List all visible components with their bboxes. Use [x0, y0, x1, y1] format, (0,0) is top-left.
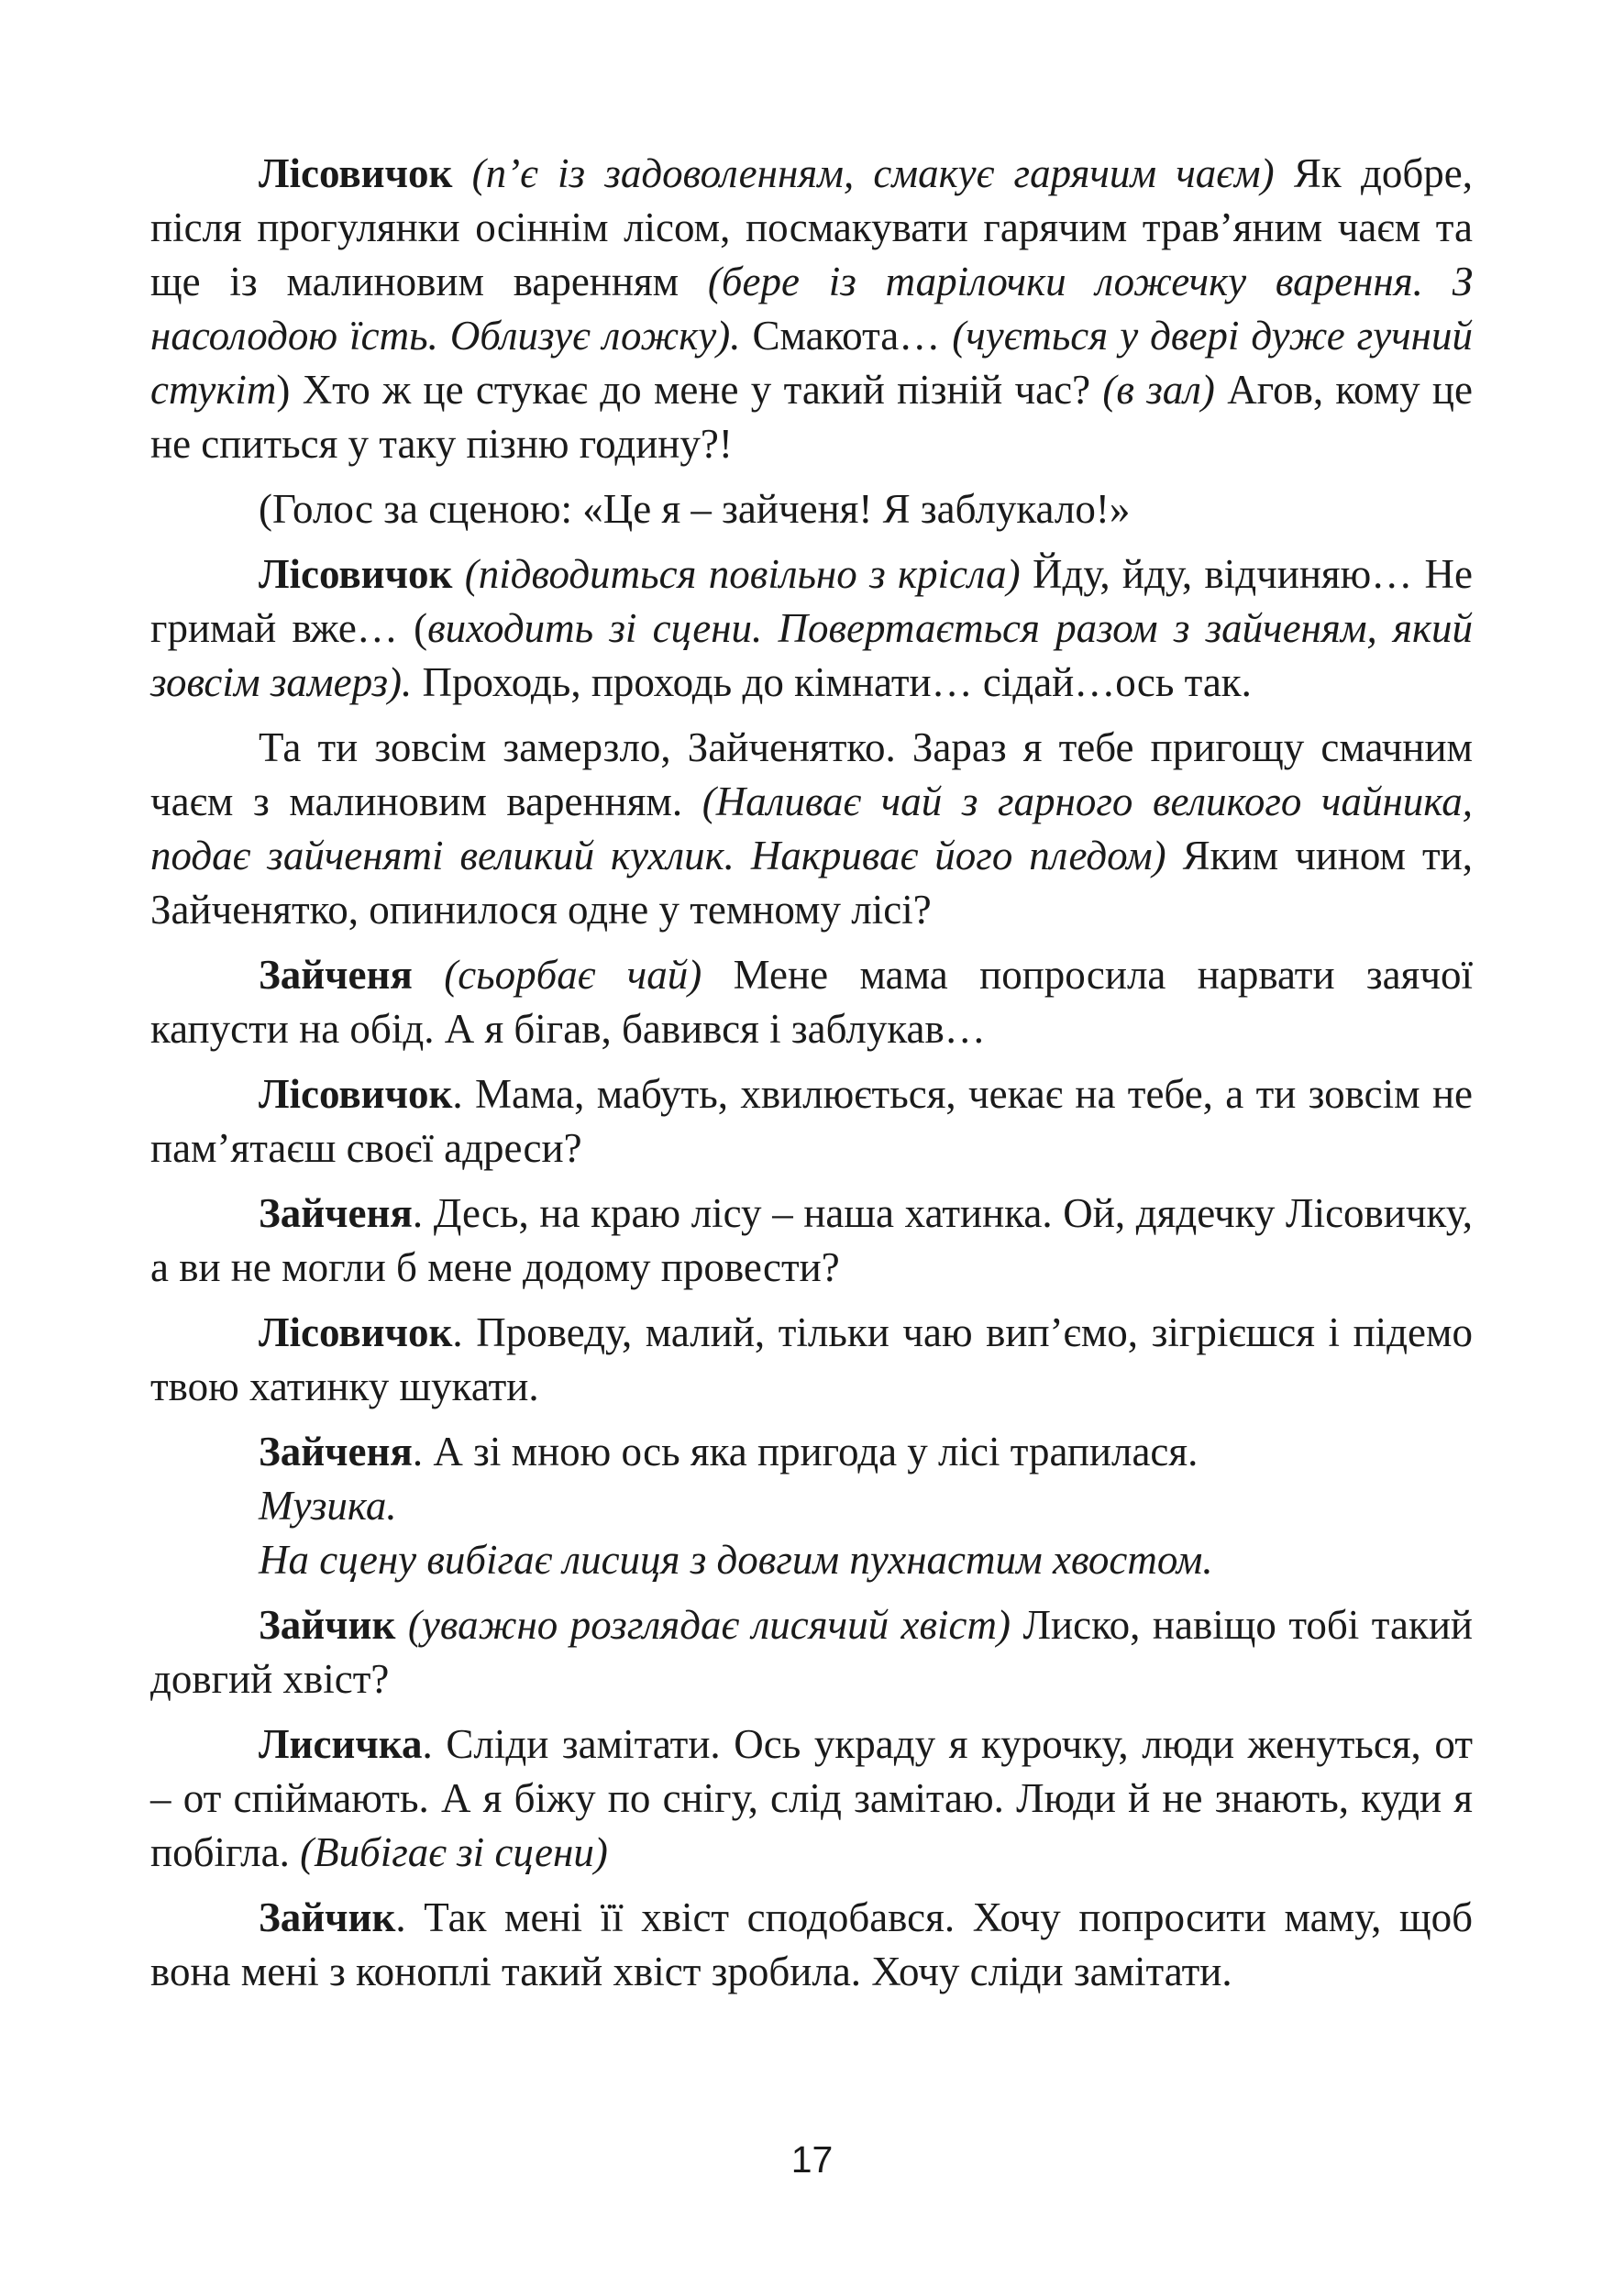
dialogue-text: Йду, йду, відчиняю… Не гримай вже… ( — [150, 551, 1474, 651]
paragraph — [150, 1717, 1473, 1880]
stage-direction: Музика. — [259, 1483, 397, 1529]
paragraph — [150, 1533, 1473, 1587]
stage-direction: (сьорбає чай) — [444, 952, 702, 998]
speaker-name: Лісовичок — [259, 551, 453, 597]
stage-direction: На сцену вибігає лисиця з довгим пухнастим хвостом. — [259, 1537, 1213, 1583]
dialogue-text — [452, 551, 464, 597]
speaker-name: Лісовичок — [259, 150, 453, 196]
dialogue-text: Лиско, навіщо тобі такий довгий хвіст? — [150, 1602, 1474, 1702]
dialogue-text: . А зі мною ось яка пригода у лісі трапилася. — [412, 1429, 1199, 1474]
paragraph — [150, 1425, 1473, 1479]
stage-direction: (п’є із задоволенням, смакує гарячим чаєм) — [471, 150, 1275, 196]
paragraph — [150, 1067, 1473, 1176]
stage-direction: (Наливає чай з гарного великого чайника, подає зайченяті великий кухлик. Накриває його пледом) — [150, 779, 1473, 878]
stage-direction: (Вибігає зі сцени) — [300, 1829, 608, 1875]
speaker-name: Зайченя — [259, 1429, 413, 1474]
dialogue-text: Мене мама попросила нарвати заячої капусти на обід. А я бігав, бавився і заблукав… — [150, 952, 1473, 1052]
paragraph — [150, 1306, 1473, 1414]
dialogue-text: Агов, кому це не спиться у таку пізню годину?! — [150, 367, 1473, 467]
speaker-name: Лісовичок — [259, 1071, 453, 1117]
speaker-name: Лісовичок — [259, 1309, 453, 1355]
dialogue-text — [413, 952, 444, 998]
paragraph — [150, 482, 1473, 536]
page-number: 17 — [790, 2138, 834, 2181]
stage-direction: (бере із тарілочки ложечку варення. З насолодою їсть. Облизує ложку). — [150, 259, 1473, 359]
paragraph — [150, 1479, 1473, 1533]
dialogue-text: Як добре, після прогулянки осіннім лісом, посмакувати гарячим трав’яним чаєм та ще із малиновим варенням — [150, 150, 1473, 304]
stage-direction: (підводиться повільно з крісла) — [464, 551, 1021, 597]
stage-direction: (в зал) — [1102, 367, 1215, 413]
dialogue-text: . Мама, мабуть, хвилюється, чекає на тебе, а ти зовсім не пам’ятаєш своєї адреси? — [150, 1071, 1473, 1171]
dialogue-text: Смакота… — [740, 313, 953, 359]
dialogue-text: . Так мені її хвіст сподобався. Хочу попросити маму, щоб вона мені з коноплі такий хвіст зробила. Хочу сліди замітати. — [150, 1894, 1473, 1994]
document-page — [150, 147, 1473, 2010]
dialogue-text: Та ти зовсім замерзло, Зайченятко. Зараз я тебе пригощу смачним чаєм з малиновим варенням. — [150, 724, 1473, 824]
play-text — [150, 147, 1473, 1999]
speaker-name: Зайченя — [259, 952, 413, 998]
paragraph — [150, 1598, 1473, 1706]
stage-direction: (уважно розглядає лисячий хвіст) — [407, 1602, 1011, 1648]
speaker-name: Зайчик — [259, 1602, 396, 1648]
speaker-name: Зайчик — [259, 1894, 396, 1940]
dialogue-text: . Проведу, малий, тільки чаю вип’ємо, зігрієшся і підемо твою хатинку шукати. — [150, 1309, 1473, 1409]
paragraph — [150, 147, 1473, 471]
paragraph — [150, 1891, 1473, 1999]
paragraph — [150, 948, 1473, 1056]
dialogue-text: . Десь, на краю лісу – наша хатинка. Ой, дядечку Лісовичку, а ви не могли б мене додому провести? — [150, 1190, 1473, 1290]
dialogue-text — [452, 150, 471, 196]
dialogue-text: . Сліди замітати. Ось украду я курочку, люди женуться, от – от спіймають. А я біжу по снігу, слід замітаю. Люди й не знають, куди я побігла. — [150, 1721, 1473, 1875]
dialogue-text — [395, 1602, 407, 1648]
dialogue-text: Проходь, проходь до кімнати… сідай…ось так. — [412, 659, 1252, 705]
speaker-name: Лисичка — [259, 1721, 423, 1767]
stage-direction: (чується у двері дуже гучний стукіт — [150, 313, 1473, 413]
dialogue-text: (Голос за сценою: «Це я – зайченя! Я заблукало!» — [259, 486, 1131, 532]
paragraph — [150, 547, 1473, 710]
dialogue-text: Яким чином ти, Зайченятко, опинилося одне у темному лісі? — [150, 833, 1473, 933]
speaker-name: Зайченя — [259, 1190, 413, 1236]
paragraph — [150, 721, 1473, 937]
paragraph — [150, 1187, 1473, 1295]
stage-direction: виходить зі сцени. Повертається разом з зайченям, який зовсім замерз). — [150, 605, 1473, 705]
dialogue-text: ) Хто ж це стукає до мене у такий пізній час? — [276, 367, 1103, 413]
